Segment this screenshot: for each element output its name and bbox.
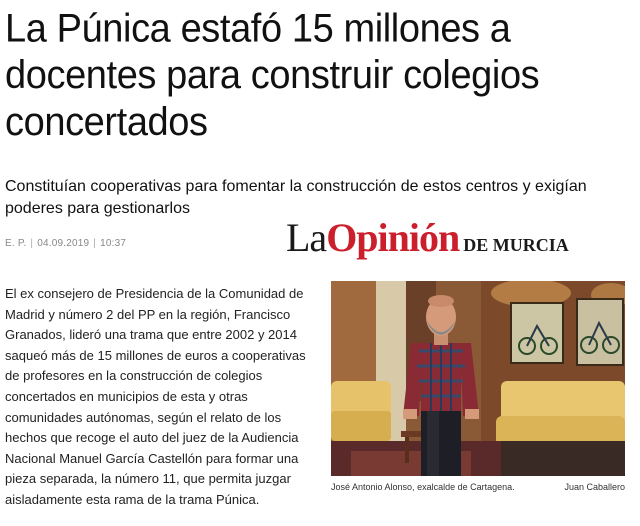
article-body: El ex consejero de Presidencia de la Comunidad de Madrid y número 2 del PP en la región, Francisco Granados, lideró una trama que entre 2002 y 2014 saqueó más de 15 millones de euros a cooperativas de profesores en la construcción de colegios concertados en municipios de esta y otras comunidades autónomas, según el relato de los hechos que recoge el auto del juez de la Audiencia Nacional Manuel García Castellón para formar una pieza separada, la número 11, que permita juzgar aisladamente esta rama de la trama Púnica. — [5, 286, 306, 507]
article-photo — [331, 281, 625, 476]
date-label: 04.09.2019 — [37, 238, 90, 249]
photo-credit: Juan Caballero — [564, 482, 625, 492]
article-meta: E. P. | 04.09.2019 | 10:37 — [5, 238, 127, 249]
headline: La Púnica estafó 15 millones a docentes para construir colegios concertados — [5, 7, 540, 145]
photo-caption — [331, 482, 625, 492]
newspaper-logo — [286, 214, 569, 261]
logo-text-opinion: Opinión — [326, 215, 460, 260]
subtitle: Constituían cooperativas para fomentar la construcción de estos centros y exigían poderes para gestionarlos — [5, 178, 587, 217]
logo-text-la: La — [286, 215, 327, 260]
logo-text-murcia: DE MURCIA — [463, 235, 569, 255]
caption-text: José Antonio Alonso, exalcalde de Cartagena. — [331, 482, 515, 492]
time-label: 10:37 — [100, 238, 127, 249]
source-label: E. P. — [5, 238, 27, 249]
